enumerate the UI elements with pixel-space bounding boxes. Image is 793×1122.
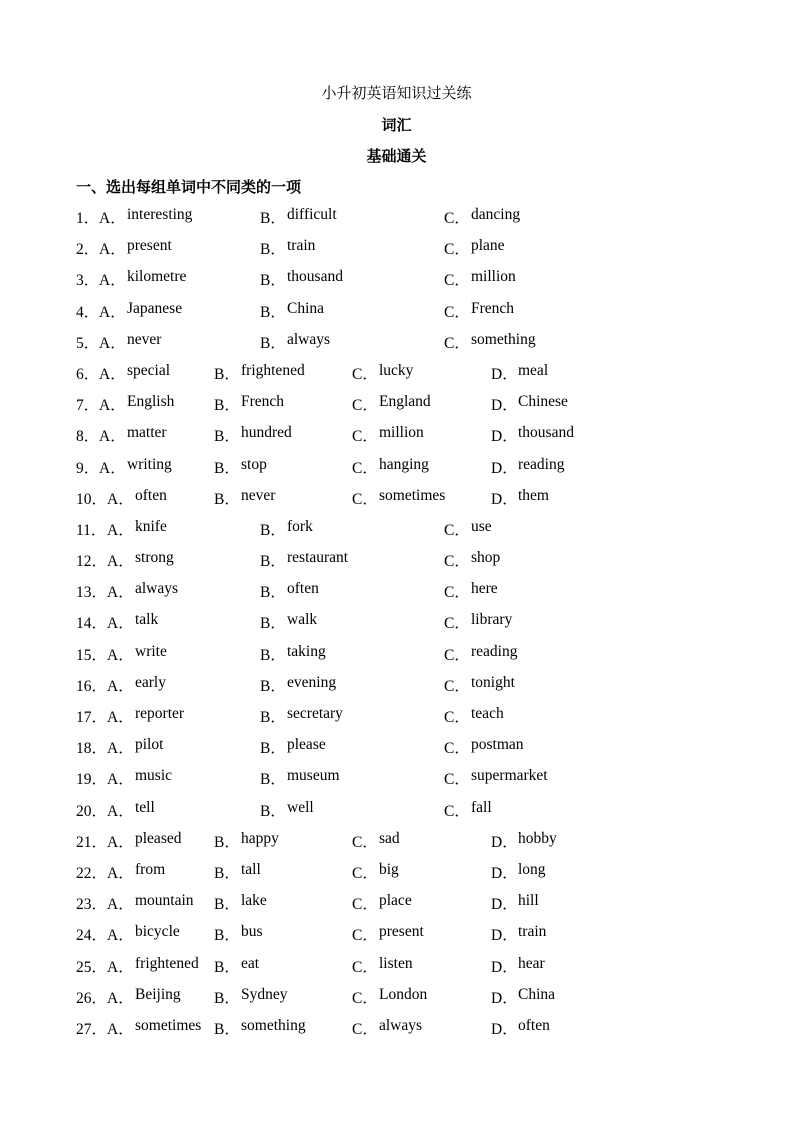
option-letter: B． (260, 210, 286, 227)
option-letter: C． (444, 521, 470, 539)
option-letter: A． (107, 958, 134, 976)
option-word: present (127, 237, 172, 255)
question-row (0, 424, 793, 455)
option-letter: A． (107, 989, 134, 1007)
question-number: 6． (76, 365, 100, 383)
option-word: often (518, 1016, 550, 1034)
option-word: meal (518, 361, 549, 379)
question-row (0, 986, 793, 1017)
option-letter: C． (444, 615, 470, 633)
option-letter: B． (214, 1020, 240, 1038)
question-row (0, 1017, 793, 1048)
option-letter: B． (214, 927, 240, 945)
option-letter: A． (99, 428, 126, 446)
option-word: hundred (241, 424, 292, 442)
question-row (0, 767, 793, 798)
question-number: 8． (76, 428, 100, 446)
question-row (0, 206, 793, 237)
option-letter: A． (99, 459, 126, 477)
option-word: well (287, 798, 314, 816)
option-letter: C． (352, 397, 378, 415)
option-word: train (287, 237, 316, 255)
question-row (0, 300, 793, 331)
option-word: French (471, 299, 515, 317)
question-number: 15． (76, 646, 108, 664)
question-number: 4． (76, 303, 100, 321)
option-letter: B． (214, 459, 240, 477)
option-word: Chinese (518, 393, 568, 411)
option-word: hill (518, 892, 539, 910)
option-letter: C． (444, 584, 470, 602)
option-word: bus (241, 923, 263, 941)
question-number: 11． (76, 521, 107, 539)
option-word: restaurant (287, 549, 349, 567)
option-word: English (127, 393, 175, 411)
option-letter: C． (444, 553, 470, 571)
option-word: shop (471, 549, 501, 567)
question-number: 12． (76, 553, 108, 571)
question-row (0, 331, 793, 362)
option-word: stop (241, 455, 267, 473)
option-letter: C． (444, 303, 470, 321)
option-letter: B． (214, 989, 240, 1007)
option-word: often (287, 580, 319, 598)
option-word: evening (287, 673, 337, 691)
option-letter: B． (214, 365, 240, 383)
option-word: difficult (287, 206, 337, 223)
option-letter: D． (491, 397, 518, 415)
option-word: here (471, 580, 498, 598)
question-number: 24． (76, 927, 108, 945)
question-number: 5． (76, 334, 100, 352)
option-letter: A． (107, 553, 134, 571)
option-word: reading (518, 455, 565, 473)
option-word: England (379, 393, 431, 411)
question-row (0, 923, 793, 954)
option-word: pilot (135, 736, 164, 754)
option-letter: C． (444, 771, 470, 789)
option-letter: A． (99, 210, 126, 227)
option-word: thousand (287, 268, 343, 286)
option-word: never (241, 486, 276, 504)
option-letter: B． (214, 490, 240, 508)
option-letter: C． (444, 802, 470, 820)
option-letter: C． (352, 1020, 378, 1038)
option-word: knife (135, 517, 167, 535)
option-word: kilometre (127, 268, 187, 286)
option-letter: D． (491, 833, 518, 851)
option-word: Beijing (135, 985, 181, 1003)
option-word: from (135, 860, 166, 878)
option-letter: C． (444, 334, 470, 352)
question-number: 23． (76, 896, 108, 914)
option-letter: B． (260, 646, 286, 664)
option-letter: B． (214, 833, 240, 851)
option-word: them (518, 486, 549, 504)
question-row (0, 892, 793, 923)
question-number: 3． (76, 272, 100, 290)
option-word: tall (241, 860, 261, 878)
option-word: dancing (471, 206, 521, 223)
question-row (0, 549, 793, 580)
option-letter: D． (491, 989, 518, 1007)
option-word: something (241, 1016, 306, 1034)
option-letter: C． (352, 927, 378, 945)
option-word: lake (241, 892, 267, 910)
option-word: China (287, 299, 325, 317)
question-number: 17． (76, 709, 108, 726)
option-word: frightened (135, 954, 199, 972)
option-letter: B． (260, 740, 286, 758)
option-word: never (127, 330, 162, 348)
option-letter: A． (107, 584, 134, 602)
option-letter: A． (99, 241, 126, 259)
option-word: mountain (135, 892, 194, 910)
question-number: 1． (76, 210, 100, 227)
option-letter: D． (491, 365, 518, 383)
option-letter: A． (107, 490, 134, 508)
option-letter: C． (352, 365, 378, 383)
question-number: 2． (76, 241, 100, 259)
option-letter: B． (214, 864, 240, 882)
option-word: eat (241, 954, 260, 972)
option-word: sometimes (379, 486, 446, 504)
option-word: Japanese (127, 299, 183, 317)
option-letter: B． (260, 709, 286, 726)
option-word: museum (287, 767, 340, 785)
option-letter: C． (352, 896, 378, 914)
question-number: 14． (76, 615, 108, 633)
option-word: train (518, 923, 547, 941)
question-number: 25． (76, 958, 108, 976)
option-letter: C． (444, 272, 470, 290)
question-row (0, 861, 793, 892)
option-letter: A． (107, 896, 134, 914)
option-word: sad (379, 829, 400, 847)
option-letter: C． (352, 459, 378, 477)
option-word: sometimes (135, 1016, 202, 1034)
option-word: lucky (379, 361, 414, 379)
question-number: 7． (76, 397, 100, 415)
option-word: present (379, 923, 424, 941)
option-letter: B． (260, 241, 286, 259)
option-letter: B． (214, 397, 240, 415)
option-word: place (379, 892, 412, 910)
option-word: always (135, 580, 179, 598)
option-letter: C． (352, 864, 378, 882)
option-word: taking (287, 642, 326, 660)
document-title: 小升初英语知识过关练 (321, 84, 472, 102)
option-word: fork (287, 517, 313, 535)
option-word: postman (471, 736, 524, 754)
option-letter: D． (491, 428, 518, 446)
option-letter: B． (260, 771, 286, 789)
option-letter: C． (352, 428, 378, 446)
option-word: music (135, 767, 173, 785)
option-word: special (127, 361, 171, 379)
option-word: tell (135, 798, 155, 816)
option-letter: B． (260, 303, 286, 321)
option-letter: D． (491, 1020, 518, 1038)
option-word: supermarket (471, 767, 548, 785)
option-word: pleased (135, 829, 182, 847)
option-word: bicycle (135, 923, 180, 941)
option-word: hobby (518, 829, 557, 847)
question-row (0, 611, 793, 642)
option-letter: A． (99, 272, 126, 290)
option-letter: B． (260, 802, 286, 820)
option-letter: C． (352, 490, 378, 508)
question-number: 13． (76, 584, 108, 602)
option-letter: D． (491, 490, 518, 508)
option-letter: A． (107, 740, 134, 758)
option-word: million (471, 268, 516, 286)
option-letter: B． (260, 272, 286, 290)
option-letter: D． (491, 927, 518, 945)
document-subtitle: 词汇 (381, 116, 412, 134)
option-letter: B． (260, 584, 286, 602)
option-letter: D． (491, 896, 518, 914)
option-word: always (287, 330, 331, 348)
question-row (0, 487, 793, 518)
option-word: teach (471, 705, 504, 722)
option-word: London (379, 985, 428, 1003)
option-letter: B． (260, 334, 286, 352)
question-number: 10． (76, 490, 108, 508)
option-word: tonight (471, 673, 515, 691)
question-row (0, 456, 793, 487)
option-letter: B． (214, 958, 240, 976)
option-word: plane (471, 237, 505, 255)
question-number: 26． (76, 989, 108, 1007)
option-word: matter (127, 424, 167, 442)
question-row (0, 674, 793, 705)
question-number: 18． (76, 740, 108, 758)
option-letter: C． (444, 709, 470, 726)
option-word: always (379, 1016, 423, 1034)
option-letter: A． (107, 771, 134, 789)
option-letter: A． (107, 802, 134, 820)
question-row (0, 518, 793, 549)
option-word: talk (135, 611, 159, 629)
question-number: 27． (76, 1020, 108, 1038)
option-word: frightened (241, 361, 305, 379)
option-letter: A． (107, 927, 134, 945)
option-word: hear (518, 954, 545, 972)
option-letter: C． (444, 677, 470, 695)
section-heading: 一、选出每组单词中不同类的一项 (76, 178, 302, 196)
option-letter: A． (99, 365, 126, 383)
question-row (0, 830, 793, 861)
option-word: reporter (135, 705, 185, 722)
option-word: thousand (518, 424, 574, 442)
option-word: French (241, 393, 285, 411)
option-letter: A． (107, 864, 134, 882)
option-letter: C． (444, 646, 470, 664)
question-row (0, 362, 793, 393)
option-letter: A． (107, 615, 134, 633)
option-letter: A． (99, 334, 126, 352)
question-row (0, 580, 793, 611)
option-word: happy (241, 829, 279, 847)
option-word: million (379, 424, 424, 442)
option-letter: C． (444, 210, 470, 227)
question-number: 19． (76, 771, 108, 789)
option-word: something (471, 330, 536, 348)
question-number: 22． (76, 864, 108, 882)
question-row (0, 705, 793, 736)
option-word: use (471, 517, 492, 535)
option-word: secretary (287, 705, 343, 722)
option-letter: A． (107, 709, 134, 726)
option-letter: A． (107, 521, 134, 539)
question-number: 16． (76, 677, 108, 695)
option-letter: A． (107, 677, 134, 695)
question-row (0, 268, 793, 299)
option-letter: A． (107, 646, 134, 664)
option-word: reading (471, 642, 518, 660)
question-number: 21． (76, 833, 108, 851)
question-row (0, 736, 793, 767)
option-word: often (135, 486, 167, 504)
question-row (0, 643, 793, 674)
option-letter: D． (491, 864, 518, 882)
option-letter: A． (107, 1020, 134, 1038)
option-letter: C． (352, 833, 378, 851)
option-word: fall (471, 798, 492, 816)
option-letter: C． (444, 241, 470, 259)
option-word: China (518, 985, 556, 1003)
option-letter: C． (444, 740, 470, 758)
option-letter: B． (260, 677, 286, 695)
option-word: hanging (379, 455, 429, 473)
question-row (0, 955, 793, 986)
option-letter: A． (99, 303, 126, 321)
option-word: interesting (127, 206, 193, 223)
option-word: write (135, 642, 167, 660)
option-letter: A． (99, 397, 126, 415)
option-word: library (471, 611, 513, 629)
option-word: Sydney (241, 985, 288, 1003)
option-letter: B． (214, 896, 240, 914)
option-letter: B． (214, 428, 240, 446)
option-word: writing (127, 455, 172, 473)
option-word: walk (287, 611, 318, 629)
option-letter: A． (107, 833, 134, 851)
option-letter: C． (352, 989, 378, 1007)
option-word: please (287, 736, 326, 754)
option-letter: D． (491, 958, 518, 976)
option-word: long (518, 860, 546, 878)
question-number: 20． (76, 802, 108, 820)
option-letter: D． (491, 459, 518, 477)
question-row (0, 393, 793, 424)
option-word: strong (135, 549, 174, 567)
document-level: 基础通关 (366, 147, 427, 165)
option-word: listen (379, 954, 413, 972)
option-letter: B． (260, 521, 286, 539)
question-row (0, 799, 793, 830)
question-list (0, 206, 793, 1048)
option-word: big (379, 860, 399, 878)
option-letter: B． (260, 615, 286, 633)
question-row (0, 237, 793, 268)
option-letter: C． (352, 958, 378, 976)
option-letter: B． (260, 553, 286, 571)
option-word: early (135, 673, 166, 691)
question-number: 9． (76, 459, 100, 477)
